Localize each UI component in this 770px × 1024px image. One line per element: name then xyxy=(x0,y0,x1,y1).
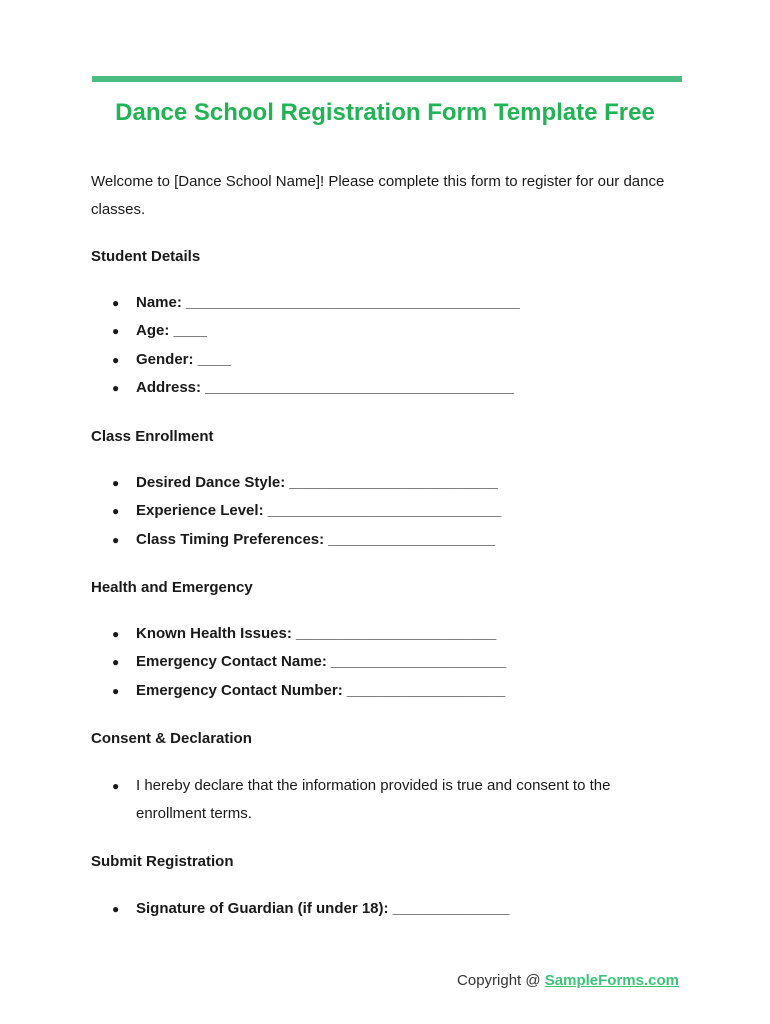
bullet-icon: ● xyxy=(112,683,120,698)
field-gender[interactable]: ● Gender: ____ xyxy=(112,346,520,374)
field-address[interactable]: ● Address: _____________________________________ xyxy=(112,374,520,402)
class-enrollment-list xyxy=(112,469,501,554)
student-details-list xyxy=(112,289,520,402)
field-experience-level[interactable]: ● Experience Level: ____________________________ xyxy=(112,497,501,525)
intro-paragraph: Welcome to [Dance School Name]! Please complete this form to register for our dance classes. xyxy=(91,173,665,218)
bullet-icon: ● xyxy=(112,655,120,670)
section-heading-consent: Consent & Declaration xyxy=(91,730,252,747)
top-divider xyxy=(92,76,682,82)
brand-link[interactable]: SampleForms.com xyxy=(544,972,679,989)
consent-declaration: ● I hereby declare that the information provided is true and consent to the enrollment terms. xyxy=(112,772,656,828)
copyright-footer xyxy=(457,972,679,989)
field-dance-style[interactable]: ● Desired Dance Style: _________________________ xyxy=(112,469,501,497)
bullet-icon: ● xyxy=(112,380,120,395)
consent-list xyxy=(112,772,656,828)
field-age[interactable]: ● Age: ____ xyxy=(112,317,520,345)
section-heading-class-enrollment: Class Enrollment xyxy=(91,428,214,445)
health-emergency-list xyxy=(112,620,506,705)
bullet-icon: ● xyxy=(112,504,120,519)
field-class-timing[interactable]: ● Class Timing Preferences: ____________________ xyxy=(112,526,501,554)
section-heading-student-details: Student Details xyxy=(91,248,201,265)
field-emergency-contact-name[interactable]: ● Emergency Contact Name: _____________________ xyxy=(112,648,506,676)
field-health-issues[interactable]: ● Known Health Issues: ________________________ xyxy=(112,620,506,648)
field-emergency-contact-number[interactable]: ● Emergency Contact Number: ___________________ xyxy=(112,677,506,705)
submit-list xyxy=(112,895,509,923)
bullet-icon: ● xyxy=(112,627,120,641)
section-heading-health-emergency: Health and Emergency xyxy=(91,579,253,596)
bullet-icon: ● xyxy=(112,779,120,793)
bullet-icon: ● xyxy=(112,902,120,916)
field-guardian-signature[interactable]: ● Signature of Guardian (if under 18): ______________ xyxy=(112,895,509,923)
bullet-icon: ● xyxy=(112,324,120,339)
bullet-icon: ● xyxy=(112,352,120,367)
copyright-prefix: Copyright @ xyxy=(457,972,545,989)
bullet-icon: ● xyxy=(112,476,120,490)
section-heading-submit: Submit Registration xyxy=(91,853,234,870)
page-title: Dance School Registration Form Template Free xyxy=(115,99,655,126)
bullet-icon: ● xyxy=(112,532,120,547)
bullet-icon: ● xyxy=(112,296,120,310)
field-name[interactable]: ● Name: ________________________________________ xyxy=(112,289,520,317)
